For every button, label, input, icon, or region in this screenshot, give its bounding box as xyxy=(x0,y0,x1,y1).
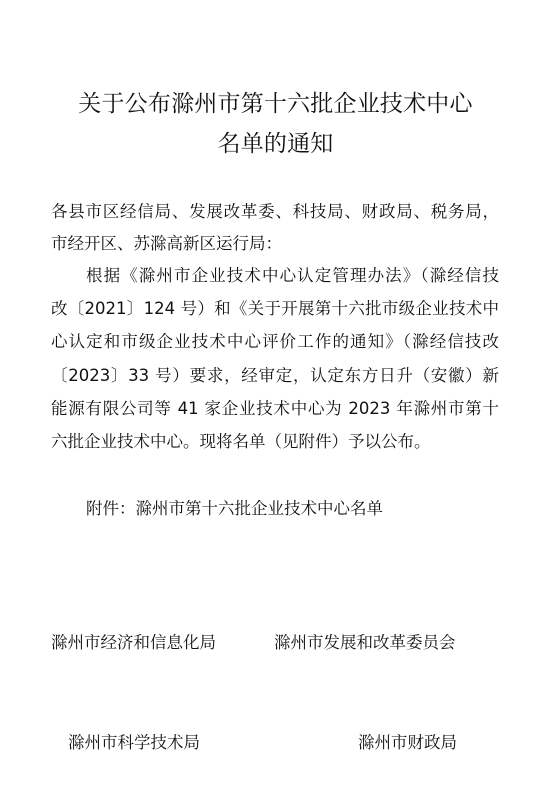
body-line-4: 〔2023〕33 号）要求，经审定，认定东方日升（安徽）新 xyxy=(51,366,499,385)
signatory-science-technology-bureau: 滁州市科学技术局 xyxy=(68,733,200,752)
recipients-line-2: 市经开区、苏滁高新区运行局： xyxy=(51,234,282,253)
signatory-development-reform-commission: 滁州市发展和改革委员会 xyxy=(274,633,456,652)
signatory-finance-bureau: 滁州市财政局 xyxy=(358,733,457,752)
document-title-line-1: 关于公布滁州市第十六批企业技术中心 xyxy=(78,91,473,117)
body-line-1: 根据《滁州市企业技术中心认定管理办法》（滁经信技 xyxy=(86,266,499,285)
recipients-line-1: 各县市区经信局、发展改革委、科技局、财政局、税务局， xyxy=(51,202,499,221)
body-line-2: 改〔2021〕124 号）和《关于开展第十六批市级企业技术中 xyxy=(51,299,499,318)
body-line-5: 能源有限公司等 41 家企业技术中心为 2023 年滁州市第十 xyxy=(51,399,499,418)
body-line-6: 六批企业技术中心。现将名单（见附件）予以公布。 xyxy=(51,432,431,451)
attachment-note: 附件：滁州市第十六批企业技术中心名单 xyxy=(86,499,383,518)
signatory-economy-info-bureau: 滁州市经济和信息化局 xyxy=(51,633,216,652)
document-title-line-2: 名单的通知 xyxy=(217,131,334,157)
body-line-3: 心认定和市级企业技术中心评价工作的通知》（滁经信技改 xyxy=(51,332,499,351)
